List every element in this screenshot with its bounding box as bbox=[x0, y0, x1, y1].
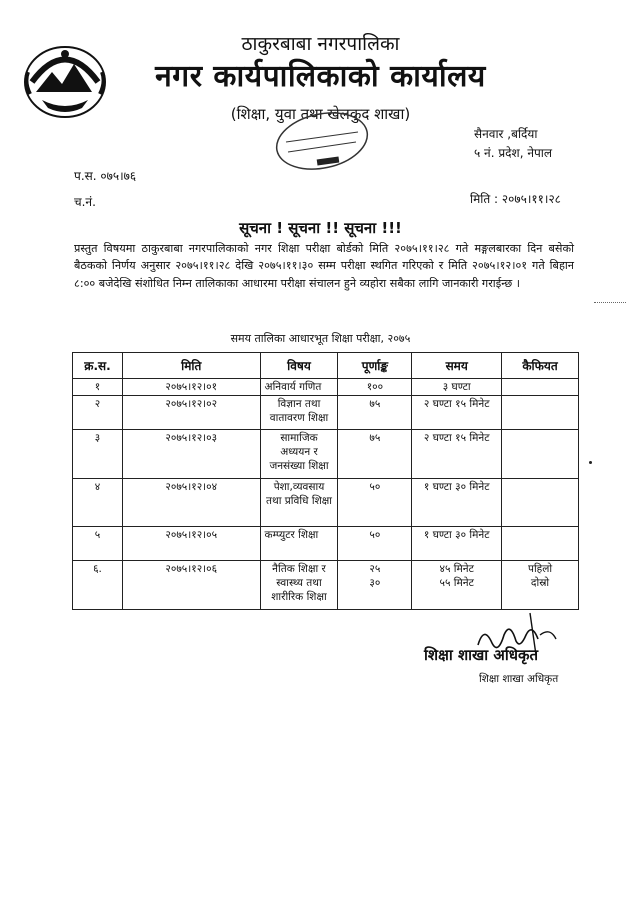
exam-schedule-table bbox=[72, 352, 579, 610]
address-line-1: सैनवार ,बर्दिया bbox=[474, 127, 538, 141]
cell-marks: ७५ bbox=[338, 396, 412, 430]
notice-heading: सूचना ! सूचना !! सूचना !!! bbox=[239, 219, 402, 237]
header-sn: क्र.स. bbox=[73, 353, 123, 379]
address-line-2: ५ नं. प्रदेश, नेपाल bbox=[474, 146, 553, 160]
cell-remarks bbox=[502, 396, 579, 430]
reference-chn: च.नं. bbox=[74, 195, 96, 209]
cell-remarks bbox=[502, 430, 579, 479]
branch-name: (शिक्षा, युवा तथा खेलकुद शाखा) bbox=[230, 105, 411, 123]
cell-date: २०७५।१२।०२ bbox=[122, 396, 260, 430]
cell-time: १ घण्टा ३० मिनेट bbox=[412, 527, 502, 561]
table-header-row bbox=[73, 353, 579, 379]
cell-date: २०७५।१२।०३ bbox=[122, 430, 260, 479]
notice-date: मिति : २०७५।११।२८ bbox=[470, 192, 561, 206]
cell-marks: ५० bbox=[338, 479, 412, 527]
table-caption: समय तालिका आधारभूत शिक्षा परीक्षा, २०७५ bbox=[230, 332, 411, 345]
cell-remarks: पहिलो दोस्रो bbox=[502, 561, 579, 610]
header-date: मिति bbox=[122, 353, 260, 379]
cell-subject: पेशा,व्यवसाय तथा प्रविधि शिक्षा bbox=[260, 479, 338, 527]
cell-sn: २ bbox=[73, 396, 123, 430]
cell-time: ४५ मिनेट ५५ मिनेट bbox=[412, 561, 502, 610]
cell-sn: ४ bbox=[73, 479, 123, 527]
cell-marks: ५० bbox=[338, 527, 412, 561]
cell-sn: ६. bbox=[73, 561, 123, 610]
cell-marks: १०० bbox=[338, 379, 412, 396]
office-title: नगर कार्यपालिकाको कार्यालय bbox=[155, 59, 486, 94]
cell-time: ३ घण्टा bbox=[412, 379, 502, 396]
cell-date: २०७५।१२।०१ bbox=[122, 379, 260, 396]
municipality-name: ठाकुरबाबा नगरपालिका bbox=[241, 33, 400, 55]
header-marks: पूर्णाङ्क bbox=[338, 353, 412, 379]
signatory-stamp-text: शिक्षा शाखा अधिकृत bbox=[424, 646, 539, 664]
cell-subject: नैतिक शिक्षा र स्वास्थ्य तथा शारीरिक शिक्षा bbox=[260, 561, 338, 610]
cell-sn: ५ bbox=[73, 527, 123, 561]
cell-time: २ घण्टा १५ मिनेट bbox=[412, 396, 502, 430]
cell-sn: ३ bbox=[73, 430, 123, 479]
cell-remarks bbox=[502, 527, 579, 561]
cell-subject: विज्ञान तथा वातावरण शिक्षा bbox=[260, 396, 338, 430]
scan-artifact-dot bbox=[589, 461, 592, 464]
cell-subject: सामाजिक अध्ययन र जनसंख्या शिक्षा bbox=[260, 430, 338, 479]
table-row bbox=[73, 527, 579, 561]
table-row bbox=[73, 430, 579, 479]
header-subject: विषय bbox=[260, 353, 338, 379]
header-time: समय bbox=[412, 353, 502, 379]
cell-sn: १ bbox=[73, 379, 123, 396]
cell-date: २०७५।१२।०४ bbox=[122, 479, 260, 527]
header-remarks: कैफियत bbox=[502, 353, 579, 379]
signatory-title: शिक्षा शाखा अधिकृत bbox=[479, 673, 559, 685]
scan-artifact-line bbox=[594, 302, 626, 305]
cell-time: २ घण्टा १५ मिनेट bbox=[412, 430, 502, 479]
table-row bbox=[73, 379, 579, 396]
cell-time: १ घण्टा ३० मिनेट bbox=[412, 479, 502, 527]
reference-ps: प.स. ०७५।७६ bbox=[74, 169, 137, 183]
cell-remarks bbox=[502, 479, 579, 527]
table-row bbox=[73, 479, 579, 527]
cell-date: २०७५।१२।०६ bbox=[122, 561, 260, 610]
cell-marks: ७५ bbox=[338, 430, 412, 479]
cell-remarks bbox=[502, 379, 579, 396]
notice-body: प्रस्तुत विषयमा ठाकुरबाबा नगरपालिकाको नगर शिक्षा परीक्षा बोर्डको मिति २०७५।११।२८ गते मङ्गलबारका दिन बसेको बैठकको निर्णय अनुसार २०७५।११।२८ देखि २०७५।११।३० सम्म परीक्षा स्थगित गरिएको र मिति २०७५।१२।०१ गते बिहान ८:०० बजेदेखि संशोधित निम्न तालिकाका आधारमा परीक्षा संचालन हुने व्यहोरा सबैका लागि जानकारी गराईन्छ । bbox=[74, 242, 574, 290]
table-row bbox=[73, 396, 579, 430]
cell-marks: २५ ३० bbox=[338, 561, 412, 610]
cell-date: २०७५।१२।०५ bbox=[122, 527, 260, 561]
table-row bbox=[73, 561, 579, 610]
cell-subject: अनिवार्य गणित bbox=[260, 379, 338, 396]
office-seal-stamp bbox=[272, 110, 372, 172]
cell-subject: कम्प्युटर शिक्षा bbox=[260, 527, 338, 561]
